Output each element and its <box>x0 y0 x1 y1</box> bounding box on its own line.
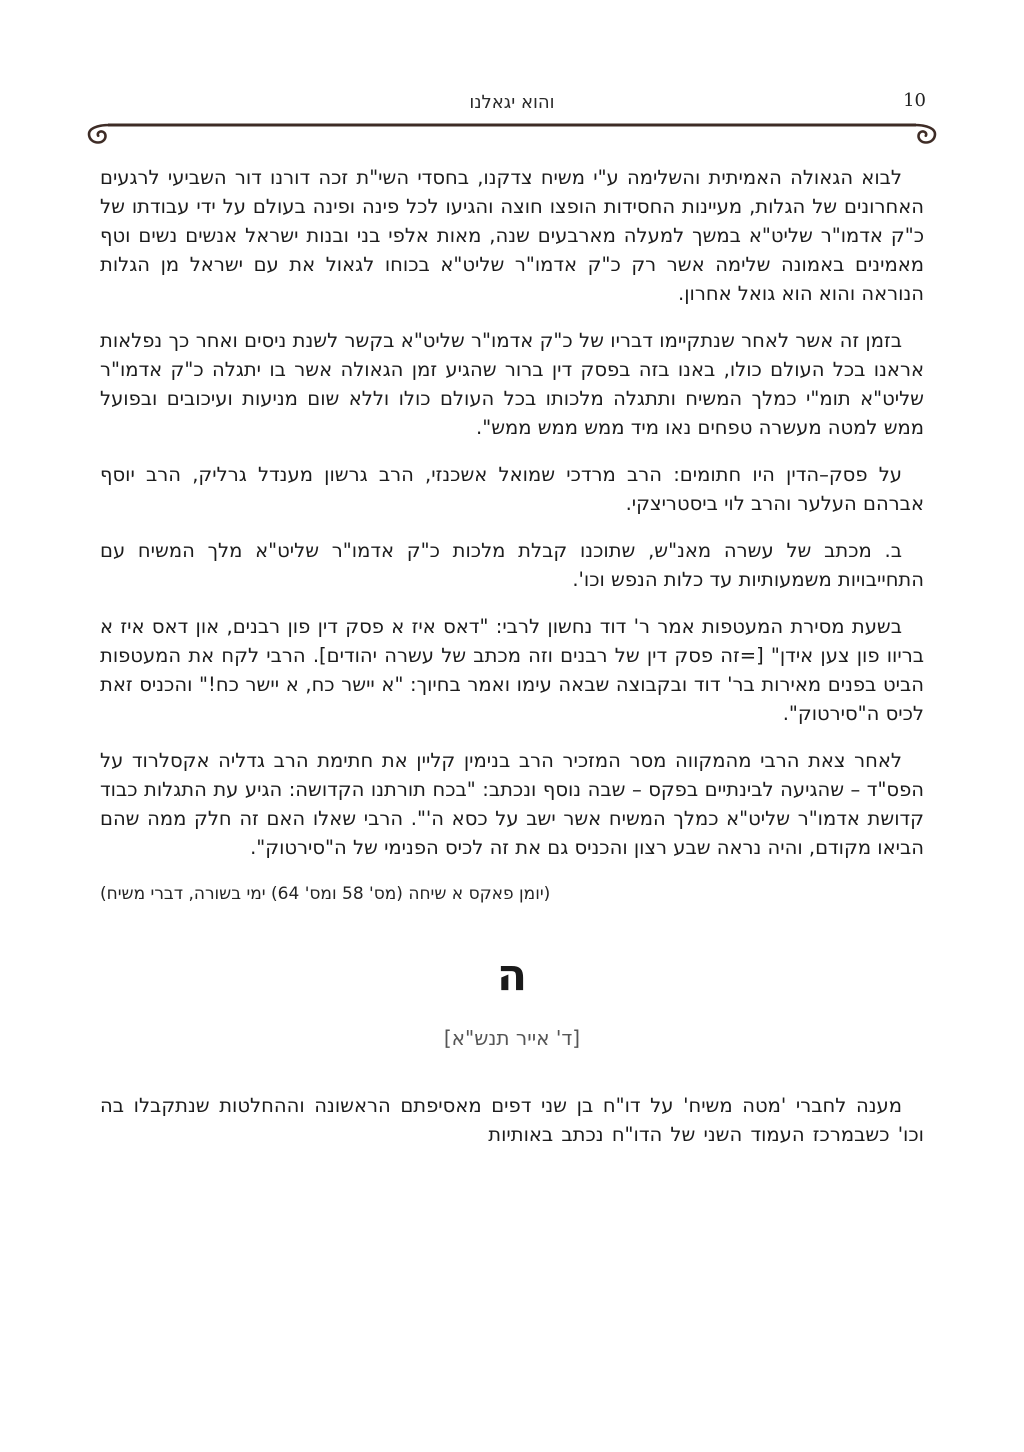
body-paragraph: לבוא הגאולה האמיתית והשלימה ע"י משיח צדקנו, בחסדי השי"ת זכה דורנו דור השביעי לרגעים האחרונים של הגלות, מעיינות החסידות הופצו חוצה והגיעו לכל פינה ופינה בעולם על ידי עבודתו של כ"ק אדמו"ר שליט"א במשך למעלה מארבעים שנה, מאות אלפי בני ובנות ישראל אנשים נשים וטף מאמינים באמונה שלימה אשר רק כ"ק אדמו"ר שליט"א בכוחו לגאול את עם ישראל מן הגלות הנוראה והוא הוא גואל אחרון. <box>100 166 924 305</box>
body-paragraph: לאחר צאת הרבי מהמקווה מסר המזכיר הרב בנימין קליין את חתימת הרב גדליה אקסלרוד על הפס"ד – שהגיעה לבינתיים בפקס – שבה נוסף ונכתב: "בכח תורתנו הקדושה: הגיע עת התגלות כבוד קדושת אדמו"ר שליט"א כמלך המשיח אשר ישב על כסא ה'". הרבי שאלו האם זה חלק ממה שהם הביאו מקודם, והיה נראה שבע רצון והכניס גם את זה לכיס הפנימי של ה"סירטוק". <box>100 749 924 859</box>
page-title: והוא יגאלנו <box>469 92 555 113</box>
source-citation: (יומן פאקס א שיחה (מס' 58 ומס' 64) ימי בשורה, דברי משיח) <box>100 884 551 904</box>
scroll-rule-ornament <box>84 118 940 148</box>
body-paragraph: מענה לחברי 'מטה משיח' על דו"ח בן שני דפים מאסיפתם הראשונה וההחלטות שנתקבלו בה וכו' כשבמרכז העמוד השני של הדו"ח נכתב באותיות <box>100 1094 924 1146</box>
body-paragraph: ב. מכתב של עשרה מאנ"ש, שתוכנו קבלת מלכות כ"ק אדמו"ר שליט"א מלך המשיח עם התחייבויות משמעותיות עד כלות הנפש וכו'. <box>100 539 924 591</box>
section-date-note: [ד' אייר תנש"א] <box>443 1026 581 1050</box>
body-text-block <box>100 163 924 1167</box>
body-paragraph: בזמן זה אשר לאחר שנתקיימו דבריו של כ"ק אדמו"ר שליט"א בקשר לשנת ניסים ואחר כך נפלאות אראנו בכל העולם כולו, באנו בזה בפסק דין ברור שהגיע זמן הגאולה אשר בו יתגלה כ"ק אדמו"ר שליט"א תומ"י כמלך המשיח ותתגלה מלכותו בכל העולם כולו וללא שום מניעות ועיכובים ובפועל ממש למטה מעשרה טפחים נאו מיד ממש ממש ממש". <box>100 329 924 439</box>
section-letter-heading: ה <box>496 950 528 1001</box>
page-number: 10 <box>903 90 926 111</box>
body-paragraph: על פסק–הדין היו חתומים: הרב מרדכי שמואל אשכנזי, הרב גרשון מענדל גרליק, הרב יוסף אברהם העלער והרב לוי ביסטריצקי. <box>100 463 924 515</box>
body-paragraph: בשעת מסירת המעטפות אמר ר' דוד נחשון לרבי: "דאס איז א פסק דין פון רבנים, און דאס איז א בריוו פון צען אידן" [=זה פסק דין של רבנים וזה מכתב של עשרה יהודים]. הרבי לקח את המעטפות הביט בפנים מאירות בר' דוד ובקבוצה שבאה עימו ואמר בחיוך: "א יישר כח, א יישר כח!" והכניס זאת לכיס ה"סירטוק". <box>100 615 924 725</box>
